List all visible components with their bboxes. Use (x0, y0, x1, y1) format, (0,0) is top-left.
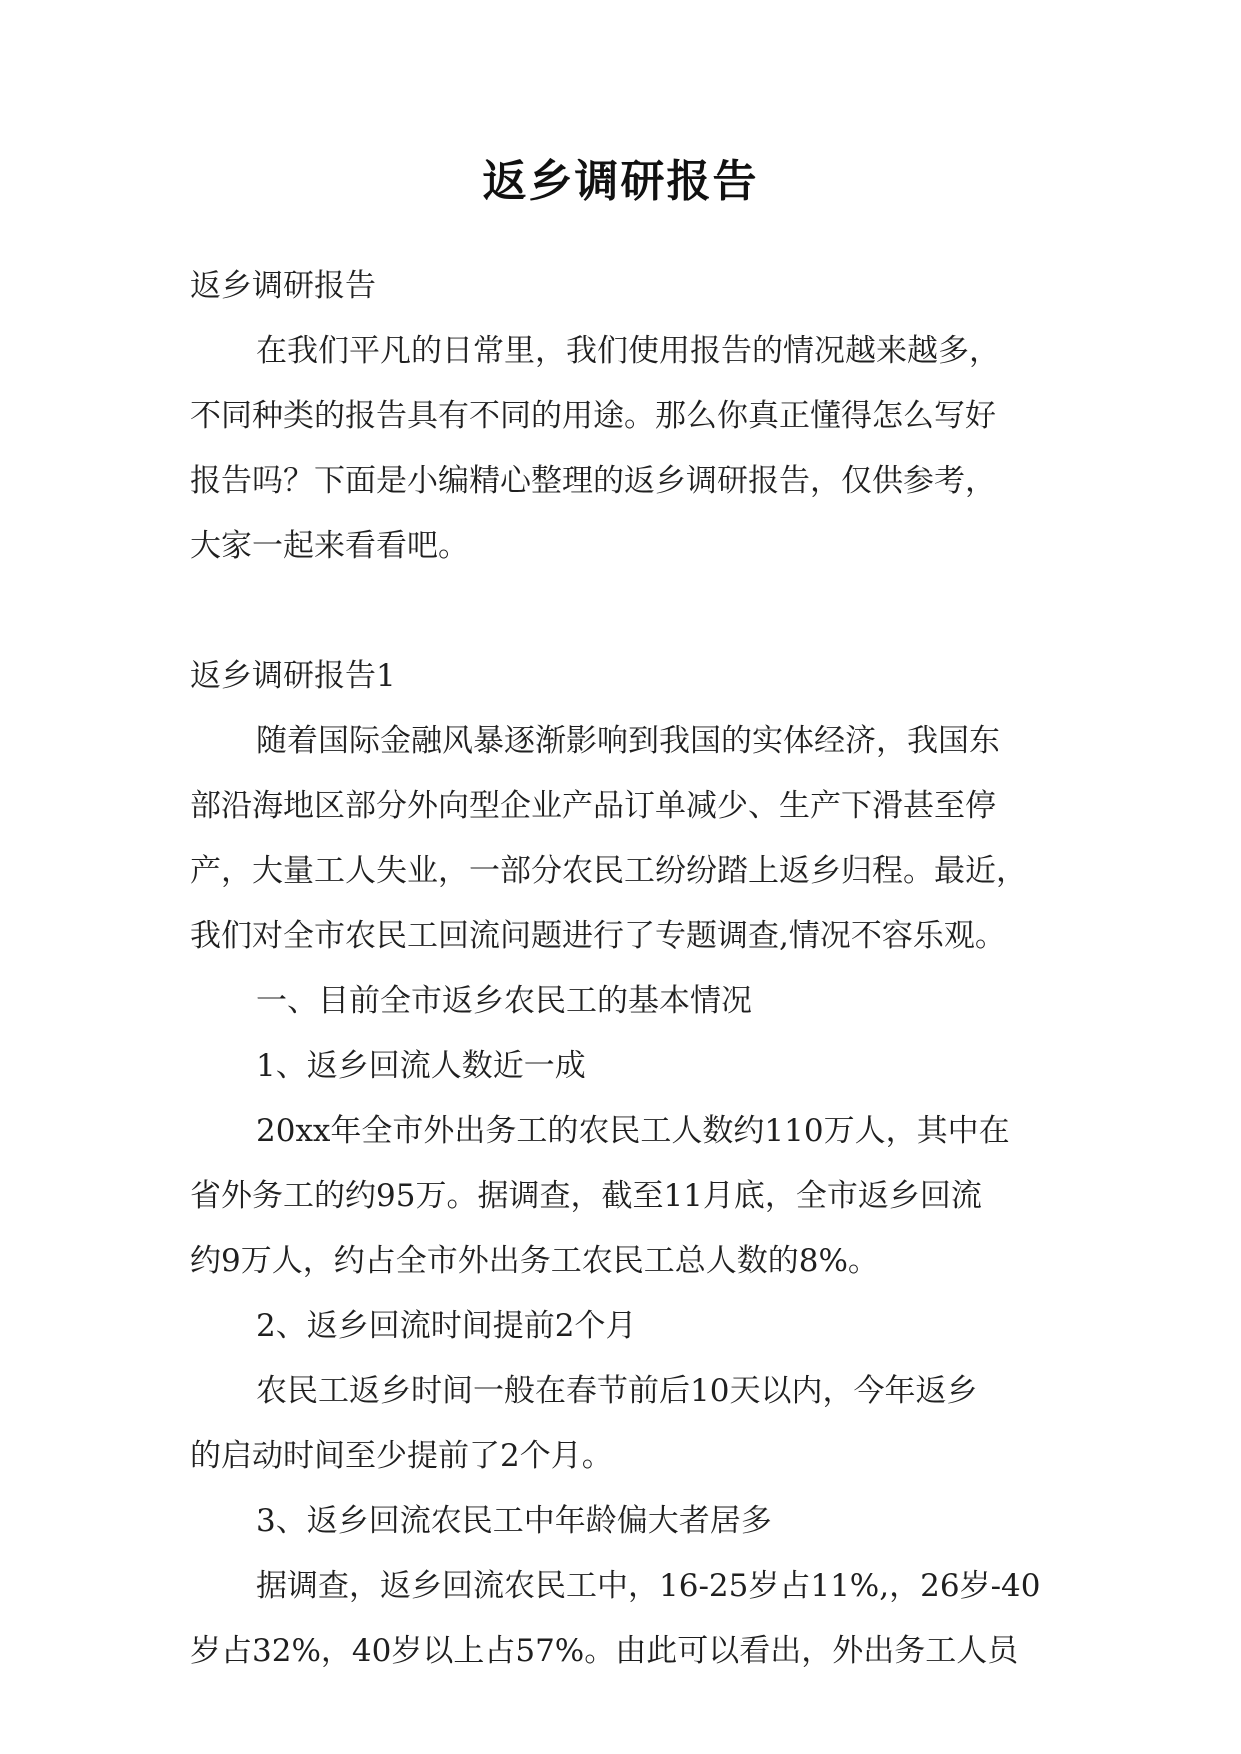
intro-heading: 返乡调研报告 (190, 268, 376, 304)
paragraph-line: 不同种类的报告具有不同的用途。那么你真正懂得怎么写好 (190, 398, 996, 434)
paragraph-line: 20xx年全市外出务工的农民工人数约110万人，其中在 (256, 1113, 1010, 1149)
paragraph-line: 大家一起来看看吧。 (190, 528, 469, 564)
document-title: 返乡调研报告 (482, 156, 759, 207)
paragraph-line: 我们对全市农民工回流问题进行了专题调查,情况不容乐观。 (190, 918, 1006, 954)
report-1-section (190, 644, 1060, 1684)
paragraph-line: 部沿海地区部分外向型企业产品订单减少、生产下滑甚至停 (190, 788, 996, 824)
subsection-heading: 3、返乡回流农民工中年龄偏大者居多 (256, 1503, 772, 1539)
subsection-heading: 2、返乡回流时间提前2个月 (256, 1308, 637, 1344)
paragraph-line: 约9万人，约占全市外出务工农民工总人数的8%。 (190, 1243, 879, 1279)
paragraph-line: 产，大量工人失业，一部分农民工纷纷踏上返乡归程。最近， (190, 853, 1027, 889)
paragraph-line: 报告吗？下面是小编精心整理的返乡调研报告，仅供参考， (190, 463, 996, 499)
subsection-heading: 一、目前全市返乡农民工的基本情况 (256, 983, 752, 1019)
paragraph-line: 农民工返乡时间一般在春节前后10天以内，今年返乡 (256, 1373, 978, 1409)
paragraph-line: 岁占32%，40岁以上占57%。由此可以看出，外出务工人员 (190, 1633, 1019, 1669)
section-heading: 返乡调研报告1 (190, 658, 396, 694)
intro-section (190, 254, 1060, 579)
paragraph-line: 据调查，返乡回流农民工中，16-25岁占11%,，26岁-40 (256, 1568, 1041, 1604)
paragraph-line: 省外务工的约95万。据调查，截至11月底，全市返乡回流 (190, 1178, 982, 1214)
paragraph-line: 的启动时间至少提前了2个月。 (190, 1438, 613, 1474)
paragraph-line: 随着国际金融风暴逐渐影响到我国的实体经济，我国东 (256, 723, 1000, 759)
paragraph-line: 在我们平凡的日常里，我们使用报告的情况越来越多， (256, 333, 1000, 369)
subsection-heading: 1、返乡回流人数近一成 (256, 1048, 586, 1084)
